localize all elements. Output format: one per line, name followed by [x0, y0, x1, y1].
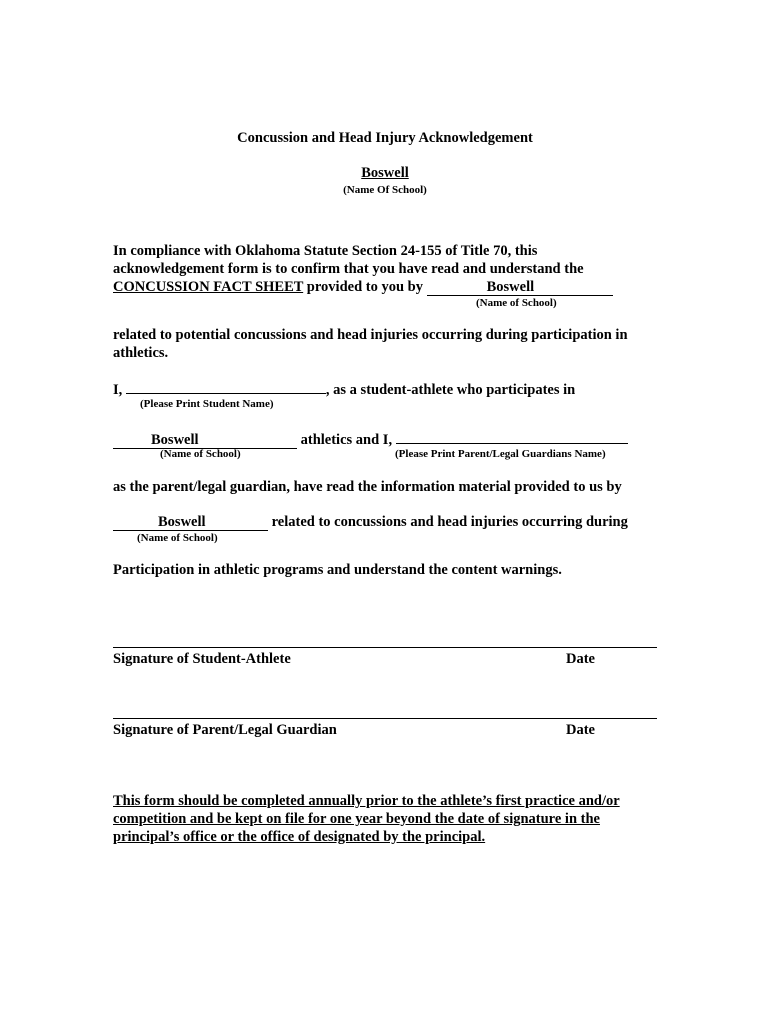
- athletics-school-label: (Name of School): [160, 448, 241, 460]
- athletics-school-value: Boswell: [151, 432, 199, 448]
- athlete-prefix: I,: [113, 382, 123, 398]
- related-school-label: (Name of School): [137, 532, 218, 544]
- provider-school-value: Boswell: [486, 279, 535, 295]
- form-title: Concussion and Head Injury Acknowledgement: [237, 130, 533, 146]
- participation-statement: Participation in athletic programs and understand the content warnings.: [113, 562, 562, 578]
- student-signature-line[interactable]: [113, 647, 657, 648]
- student-name-field[interactable]: [126, 380, 326, 394]
- related-line-2: athletics.: [113, 345, 169, 361]
- related-2-line: [113, 514, 628, 531]
- provider-school-label: (Name of School): [476, 297, 557, 309]
- student-signature-label: Signature of Student-Athlete: [113, 651, 291, 667]
- footer-line-3: principal’s office or the office of designated by the principal.: [113, 829, 486, 845]
- related-2-text: related to concussions and head injuries occurring during: [271, 514, 628, 530]
- provided-text: provided to you by: [306, 279, 423, 295]
- parent-date-label: Date: [566, 722, 595, 738]
- athletics-school-field[interactable]: [113, 433, 297, 449]
- provider-school-field[interactable]: [427, 280, 613, 296]
- related-line-1: related to potential concussions and head injuries occurring during participation in: [113, 327, 628, 343]
- parent-signature-line[interactable]: [113, 718, 657, 719]
- student-name-label: (Please Print Student Name): [140, 398, 274, 410]
- footer-line-1: This form should be completed annually prior to the athlete’s first practice and/or: [113, 793, 620, 809]
- intro-line-1: In compliance with Oklahoma Statute Section 24-155 of Title 70, this: [113, 243, 538, 259]
- guardian-statement: as the parent/legal guardian, have read the information material provided to us by: [113, 479, 622, 495]
- athletics-text: athletics and I,: [300, 432, 393, 448]
- guardian-name-field[interactable]: [396, 430, 628, 444]
- school-name: Boswell: [361, 165, 409, 181]
- intro-line-2: acknowledgement form is to confirm that you have read and understand the: [113, 261, 584, 277]
- related-school-value: Boswell: [158, 514, 206, 530]
- athletics-line: [113, 430, 628, 449]
- related-school-field[interactable]: [113, 515, 268, 531]
- intro-line-3: [113, 279, 613, 296]
- fact-sheet-reference: CONCUSSION FACT SHEET: [113, 279, 304, 295]
- athlete-line: [113, 380, 575, 399]
- parent-signature-label: Signature of Parent/Legal Guardian: [113, 722, 337, 738]
- student-date-label: Date: [566, 651, 595, 667]
- school-name-label: (Name Of School): [343, 184, 427, 196]
- athlete-suffix: , as a student-athlete who participates in: [325, 382, 576, 398]
- footer-line-2: competition and be kept on file for one year beyond the date of signature in the: [113, 811, 600, 827]
- guardian-name-label: (Please Print Parent/Legal Guardians Name): [395, 448, 606, 460]
